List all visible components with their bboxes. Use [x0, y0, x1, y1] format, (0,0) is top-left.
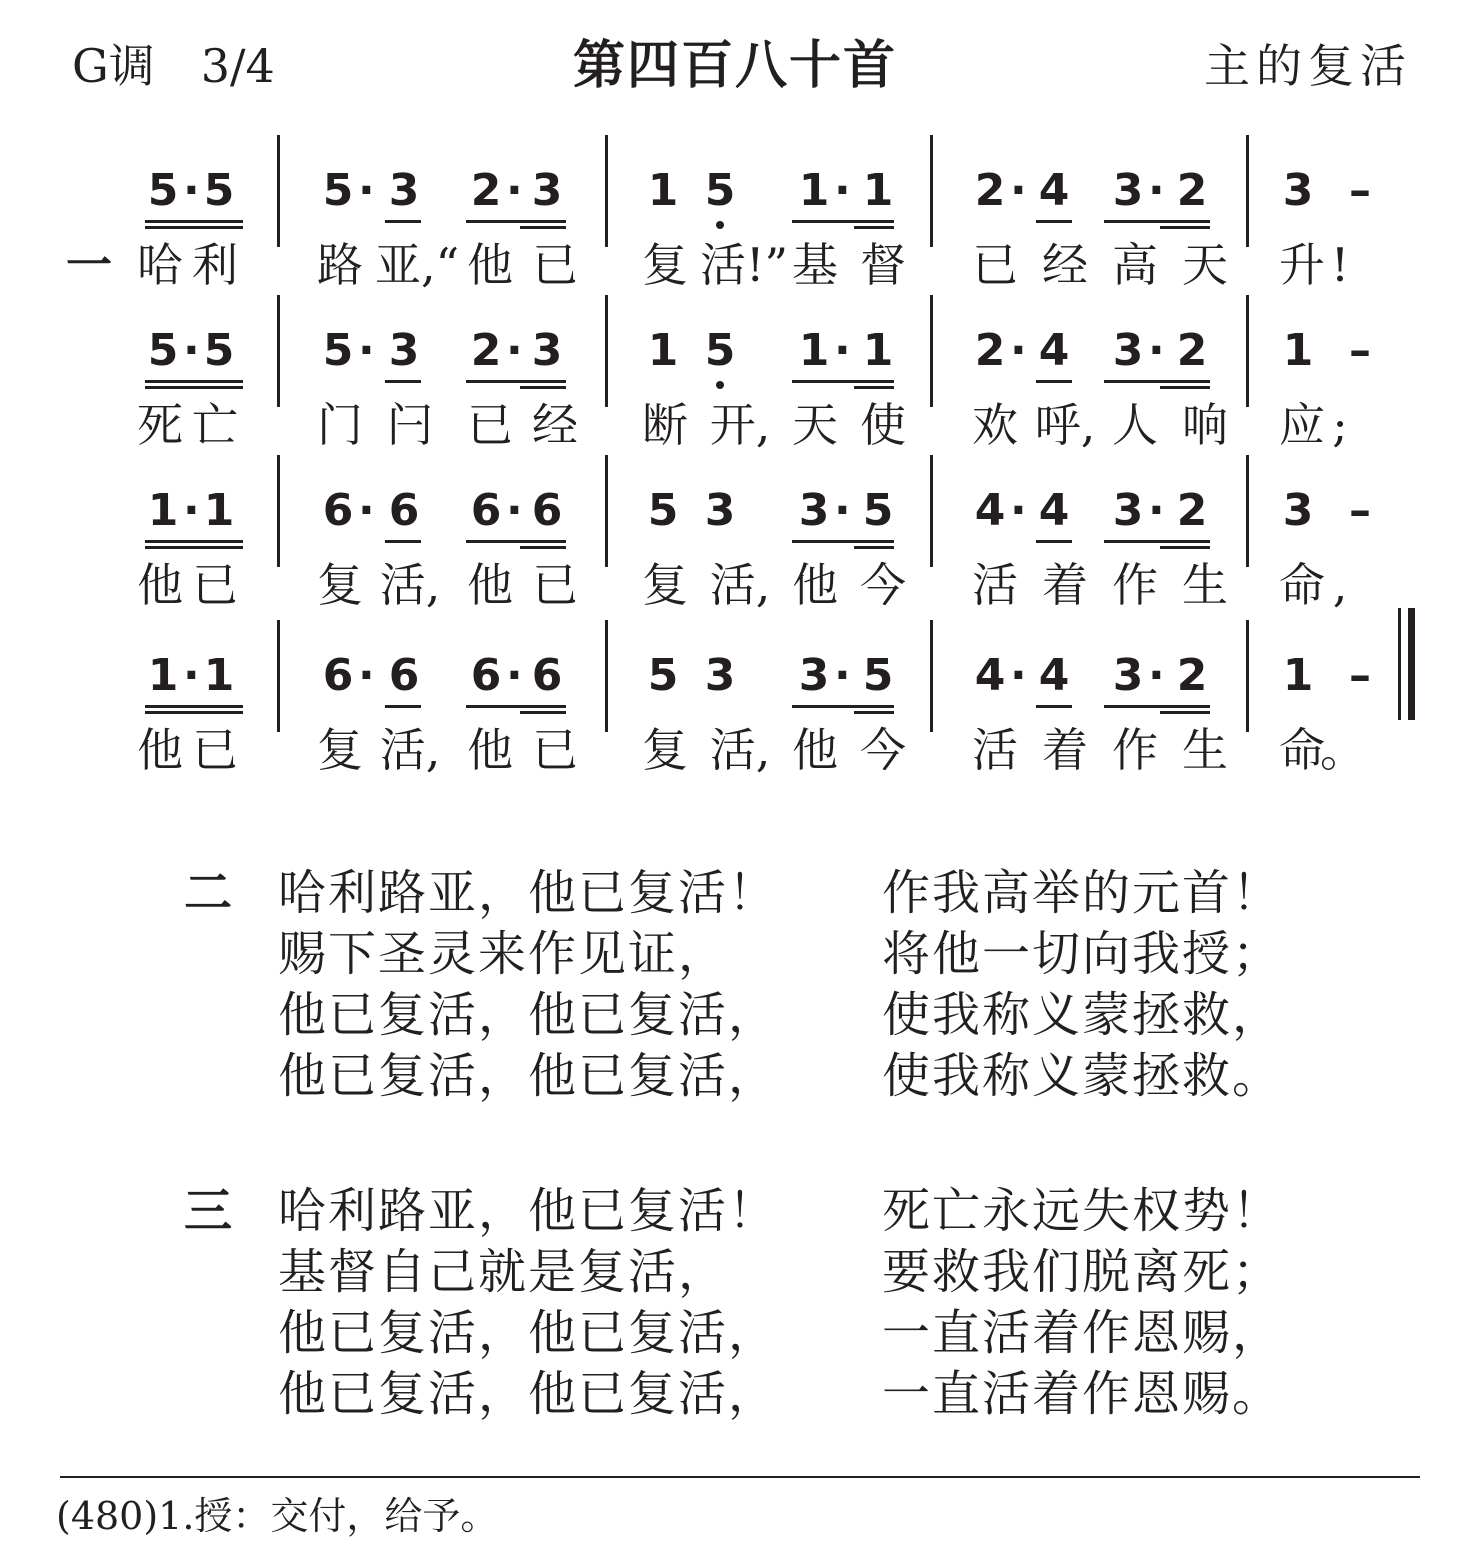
note: 3: [798, 650, 830, 701]
bar-line: [605, 455, 608, 567]
bar-line: [277, 295, 280, 407]
beam-underline: [466, 380, 566, 383]
verse-line-left: 他已复活，他已复活，: [278, 1305, 779, 1361]
beam-underline: [854, 546, 894, 549]
beam-underline: [466, 705, 566, 708]
note: 2: [1176, 485, 1208, 536]
note: 1: [203, 485, 235, 536]
lyric-syllable: 活,: [379, 558, 441, 612]
lyric-syllable: 经: [1042, 238, 1088, 292]
beam-underline: [145, 546, 243, 549]
lyric-syllable: 着: [1042, 723, 1088, 777]
verse-line-left: 赐下圣灵来作见证，: [278, 926, 729, 982]
beam-underline: [145, 220, 243, 223]
note: 3: [388, 325, 420, 376]
lyric-syllable: 活,: [709, 723, 771, 777]
note: 6: [531, 485, 563, 536]
lyric-syllable: 断: [642, 398, 688, 452]
lyric-syllable: ,: [1332, 558, 1348, 612]
beam-underline: [1104, 540, 1210, 543]
verse-line-left: 基督自己就是复活，: [278, 1244, 729, 1300]
note: 4: [1038, 650, 1070, 701]
sustain-dash: –: [1349, 165, 1371, 216]
lyric-syllable: 响: [1182, 398, 1228, 452]
lyric-syllable: 作: [1112, 558, 1158, 612]
lyric-syllable: 高: [1112, 238, 1158, 292]
note: 3: [798, 485, 830, 536]
lyric-syllable: 哈: [137, 238, 183, 292]
lyric-syllable: 活,: [709, 558, 771, 612]
note: 2: [470, 325, 502, 376]
note: 5: [862, 650, 894, 701]
beam-underline: [145, 711, 243, 714]
rhythm-dot: ·: [183, 650, 200, 701]
rhythm-dot: ·: [1148, 325, 1165, 376]
note: 6: [388, 485, 420, 536]
beam-underline: [520, 386, 566, 389]
lyric-syllable: 督: [860, 238, 906, 292]
verse-label: 二: [184, 865, 233, 921]
lyric-syllable: ;: [1332, 398, 1348, 452]
score-line: [0, 485, 1470, 615]
lyric-syllable: 天: [1182, 238, 1228, 292]
beam-underline: [385, 220, 421, 223]
lyric-syllable: 经: [532, 398, 578, 452]
final-bar-thick: [1408, 608, 1415, 720]
lyric-syllable: 作: [1112, 723, 1158, 777]
rhythm-dot: ·: [358, 485, 375, 536]
lyric-syllable: 已: [972, 238, 1018, 292]
lyric-syllable: 路: [317, 238, 363, 292]
note: 3: [1112, 165, 1144, 216]
note: 2: [1176, 165, 1208, 216]
beam-underline: [1160, 226, 1210, 229]
note: 1: [147, 650, 179, 701]
bar-line: [1246, 135, 1249, 247]
rhythm-dot: ·: [358, 325, 375, 376]
beam-underline: [385, 540, 421, 543]
lyric-syllable: 已: [532, 723, 578, 777]
beam-underline: [1160, 386, 1210, 389]
footnote: (480)1.授：交付，给予。: [56, 1494, 499, 1538]
beam-underline: [145, 386, 243, 389]
lyric-syllable: !: [1330, 238, 1350, 292]
lyric-syllable: 命: [1279, 723, 1325, 777]
note: 1: [1282, 650, 1314, 701]
key-signature: G调 3/4: [72, 39, 275, 93]
lyric-syllable: 活: [972, 558, 1018, 612]
beam-underline: [1036, 540, 1072, 543]
rhythm-dot: ·: [1148, 165, 1165, 216]
note: 1: [798, 325, 830, 376]
note: 5: [647, 650, 679, 701]
rhythm-dot: ·: [358, 165, 375, 216]
lyric-syllable: 复: [642, 238, 688, 292]
rhythm-dot: ·: [834, 165, 851, 216]
note: 2: [470, 165, 502, 216]
note: 3: [1282, 485, 1314, 536]
note: 5: [647, 485, 679, 536]
score-line: [0, 325, 1470, 455]
beam-underline: [1160, 711, 1210, 714]
beam-underline: [145, 705, 243, 708]
note: 6: [388, 650, 420, 701]
lyric-syllable: 命: [1279, 558, 1325, 612]
low-octave-dot: [716, 381, 724, 389]
bar-line: [1246, 620, 1249, 732]
lyric-syllable: 生: [1182, 558, 1228, 612]
final-bar-thin: [1398, 608, 1401, 720]
verse-line-right: 要救我们脱离死；: [882, 1244, 1283, 1300]
note: 4: [1038, 165, 1070, 216]
note: 5: [862, 485, 894, 536]
rhythm-dot: ·: [506, 650, 523, 701]
verse-line-left: 他已复活，他已复活，: [278, 1366, 779, 1422]
beam-underline: [466, 220, 566, 223]
note: 4: [1038, 325, 1070, 376]
score-line: [0, 650, 1470, 780]
lyric-syllable: 生: [1182, 723, 1228, 777]
bar-line: [930, 295, 933, 407]
sustain-dash: –: [1349, 485, 1371, 536]
note: 5: [704, 165, 736, 216]
bar-line: [277, 135, 280, 247]
note: 3: [388, 165, 420, 216]
beam-underline: [1104, 380, 1210, 383]
lyric-syllable: 活,: [379, 723, 441, 777]
lyric-syllable: 已: [467, 398, 513, 452]
rhythm-dot: ·: [506, 325, 523, 376]
rhythm-dot: ·: [1010, 485, 1027, 536]
sustain-dash: –: [1349, 650, 1371, 701]
verse-line-right: 作我高举的元首！: [882, 865, 1283, 921]
lyric-syllable: 人: [1112, 398, 1158, 452]
lyric-syllable: 他: [467, 558, 513, 612]
note: 4: [974, 485, 1006, 536]
score-line: [0, 165, 1470, 295]
verse-line-right: 将他一切向我授；: [882, 926, 1283, 982]
note: 5: [704, 325, 736, 376]
bar-line: [1246, 295, 1249, 407]
beam-underline: [854, 386, 894, 389]
verse-line-left: 他已复活，他已复活，: [278, 1048, 779, 1104]
lyric-syllable: 复: [317, 558, 363, 612]
note: 2: [974, 165, 1006, 216]
lyric-syllable: 他: [792, 723, 838, 777]
lyric-syllable: 开,: [709, 398, 771, 452]
verse-line-left: 他已复活，他已复活，: [278, 987, 779, 1043]
lyric-syllable: 他: [137, 723, 183, 777]
rhythm-dot: ·: [834, 325, 851, 376]
note: 3: [1112, 325, 1144, 376]
rhythm-dot: ·: [183, 485, 200, 536]
bar-line: [277, 620, 280, 732]
note: 6: [322, 650, 354, 701]
note: 3: [1112, 485, 1144, 536]
bar-line: [930, 455, 933, 567]
verse-number: 一: [66, 238, 112, 292]
lyric-syllable: 闩: [387, 398, 433, 452]
lyric-syllable: 他: [137, 558, 183, 612]
lyric-syllable: 亚,“: [375, 238, 460, 292]
verse-line-right: 使我称义蒙拯救，: [882, 987, 1283, 1043]
bar-line: [930, 135, 933, 247]
lyric-syllable: 欢: [972, 398, 1018, 452]
beam-underline: [145, 540, 243, 543]
note: 6: [470, 650, 502, 701]
note: 5: [322, 165, 354, 216]
low-octave-dot: [716, 221, 724, 229]
note: 4: [974, 650, 1006, 701]
beam-underline: [1036, 220, 1072, 223]
beam-underline: [792, 705, 894, 708]
beam-underline: [520, 546, 566, 549]
bar-line: [1246, 455, 1249, 567]
beam-underline: [466, 540, 566, 543]
beam-underline: [854, 711, 894, 714]
lyric-syllable: 已: [192, 558, 238, 612]
note: 3: [531, 325, 563, 376]
lyric-syllable: 亡: [192, 398, 238, 452]
lyric-syllable: 。: [1320, 723, 1366, 777]
lyric-syllable: 复: [642, 558, 688, 612]
beam-underline: [1160, 546, 1210, 549]
beam-underline: [1036, 705, 1072, 708]
lyric-syllable: 应: [1279, 398, 1325, 452]
lyric-syllable: 着: [1042, 558, 1088, 612]
note: 1: [1282, 325, 1314, 376]
beam-underline: [1036, 380, 1072, 383]
beam-underline: [145, 226, 243, 229]
note: 1: [798, 165, 830, 216]
rhythm-dot: ·: [1010, 650, 1027, 701]
beam-underline: [520, 711, 566, 714]
note: 5: [147, 165, 179, 216]
note: 1: [647, 325, 679, 376]
note: 5: [203, 165, 235, 216]
rhythm-dot: ·: [1148, 485, 1165, 536]
beam-underline: [145, 380, 243, 383]
note: 1: [147, 485, 179, 536]
rhythm-dot: ·: [834, 650, 851, 701]
verse-line-right: 一直活着作恩赐，: [882, 1305, 1283, 1361]
note: 3: [531, 165, 563, 216]
lyric-syllable: 天: [792, 398, 838, 452]
lyric-syllable: 他: [467, 238, 513, 292]
note: 1: [647, 165, 679, 216]
lyric-syllable: 活!”: [700, 238, 789, 292]
lyric-syllable: 使: [860, 398, 906, 452]
beam-underline: [1104, 220, 1210, 223]
note: 6: [470, 485, 502, 536]
note: 3: [704, 485, 736, 536]
verse-line-right: 使我称义蒙拯救。: [882, 1048, 1283, 1104]
beam-underline: [520, 226, 566, 229]
verse-line-right: 死亡永远失权势！: [882, 1183, 1283, 1239]
rhythm-dot: ·: [1010, 165, 1027, 216]
note: 3: [704, 650, 736, 701]
note: 5: [322, 325, 354, 376]
bar-line: [930, 620, 933, 732]
note: 1: [203, 650, 235, 701]
rhythm-dot: ·: [183, 325, 200, 376]
note: 1: [862, 325, 894, 376]
lyric-syllable: 他: [792, 558, 838, 612]
note: 5: [203, 325, 235, 376]
note: 3: [1112, 650, 1144, 701]
lyric-syllable: 死: [137, 398, 183, 452]
lyric-syllable: 已: [532, 238, 578, 292]
note: 4: [1038, 485, 1070, 536]
note: 3: [1282, 165, 1314, 216]
lyric-syllable: 复: [642, 723, 688, 777]
hymn-title: 第四百八十首: [572, 36, 897, 96]
bar-line: [605, 620, 608, 732]
lyric-syllable: 他: [467, 723, 513, 777]
beam-underline: [385, 380, 421, 383]
note: 6: [322, 485, 354, 536]
bar-line: [605, 295, 608, 407]
lyric-syllable: 已: [532, 558, 578, 612]
lyric-syllable: 门: [317, 398, 363, 452]
rhythm-dot: ·: [834, 485, 851, 536]
bar-line: [605, 135, 608, 247]
verse-line-left: 哈利路亚，他已复活！: [278, 1183, 779, 1239]
lyric-syllable: 已: [192, 723, 238, 777]
note: 2: [974, 325, 1006, 376]
bar-line: [277, 455, 280, 567]
rhythm-dot: ·: [1010, 325, 1027, 376]
verse-line-left: 哈利路亚，他已复活！: [278, 865, 779, 921]
beam-underline: [792, 380, 894, 383]
rhythm-dot: ·: [358, 650, 375, 701]
beam-underline: [385, 705, 421, 708]
beam-underline: [792, 220, 894, 223]
hymn-subtitle: 主的复活: [1204, 39, 1412, 93]
beam-underline: [792, 540, 894, 543]
rhythm-dot: ·: [506, 485, 523, 536]
rhythm-dot: ·: [1148, 650, 1165, 701]
lyric-syllable: 今: [860, 723, 906, 777]
lyric-syllable: 活: [972, 723, 1018, 777]
footnote-divider: [60, 1476, 1420, 1478]
lyric-syllable: 升: [1279, 238, 1325, 292]
lyric-syllable: 利: [192, 238, 238, 292]
note: 2: [1176, 650, 1208, 701]
rhythm-dot: ·: [506, 165, 523, 216]
note: 1: [862, 165, 894, 216]
note: 2: [1176, 325, 1208, 376]
lyric-syllable: 呼,: [1034, 398, 1096, 452]
verse-label: 三: [184, 1183, 233, 1239]
lyric-syllable: 今: [860, 558, 906, 612]
verse-line-right: 一直活着作恩赐。: [882, 1366, 1283, 1422]
lyric-syllable: 复: [317, 723, 363, 777]
lyric-syllable: 基: [792, 238, 838, 292]
sustain-dash: –: [1349, 325, 1371, 376]
note: 6: [531, 650, 563, 701]
rhythm-dot: ·: [183, 165, 200, 216]
beam-underline: [854, 226, 894, 229]
beam-underline: [1104, 705, 1210, 708]
note: 5: [147, 325, 179, 376]
